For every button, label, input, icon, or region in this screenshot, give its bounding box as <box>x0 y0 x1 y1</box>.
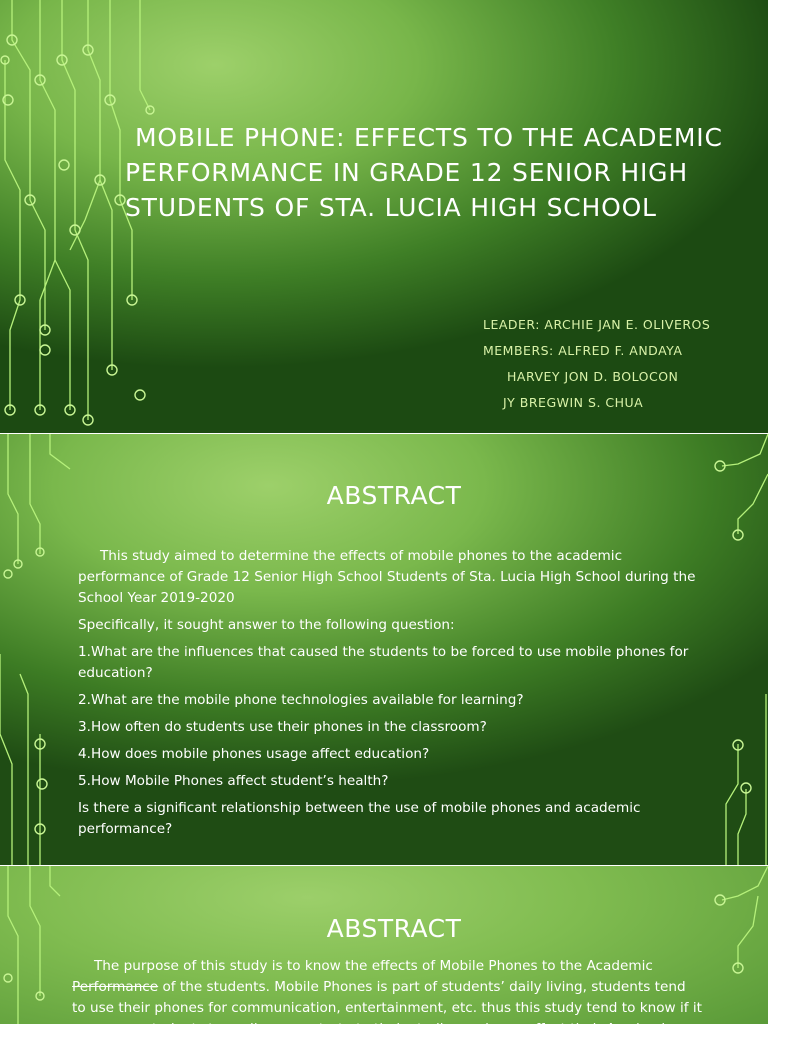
group-credits <box>483 312 710 416</box>
abstract-intro: This study aimed to determine the effects of mobile phones to the academic performance of Grade 12 Senior High School Students of Sta. Lucia High School during the School Year 2019-2020 <box>78 548 696 606</box>
title-slide <box>0 0 768 433</box>
question-item: 3.How often do students use their phones in the classroom? <box>78 719 487 735</box>
abstract-closing: Is there a significant relationship between the use of mobile phones and academic performance? <box>78 800 641 837</box>
purpose-text-rest: of the students. Mobile Phones is part of students’ daily living, students tend to use their phones for communication, entertainment, etc. thus this study tend to know if it can cause students to easily concentrate to their studies and may affect their Academic Performance. <box>72 979 702 1058</box>
title-line-2: PERFORMANCE IN GRADE 12 SENIOR HIGH <box>125 158 688 187</box>
abstract-heading: ABSTRACT <box>326 481 462 510</box>
title-line-3: STUDENTS OF STA. LUCIA HIGH SCHOOL <box>125 193 657 222</box>
circuit-decoration-icon <box>0 866 60 1024</box>
purpose-text-struck: Performance <box>72 979 159 995</box>
members-line: MEMBERS: ALFRED F. ANDAYA <box>483 343 683 358</box>
member-line-3: JY BREGWIN S. CHUA <box>503 395 644 410</box>
abstract-specific: Specifically, it sought answer to the following question: <box>78 617 455 633</box>
question-item: 4.How does mobile phones usage affect education? <box>78 746 430 762</box>
abstract-slide-2 <box>0 866 768 1058</box>
question-item: 1.What are the influences that caused the students to be forced to use mobile phones for education? <box>78 644 689 681</box>
question-item: 2.What are the mobile phone technologies available for learning? <box>78 692 524 708</box>
member-line-2: HARVEY JON D. BOLOCON <box>507 369 679 384</box>
abstract-body <box>78 546 698 846</box>
presentation-title <box>125 120 765 225</box>
abstract-purpose <box>72 956 702 1061</box>
question-item: 5.How Mobile Phones affect student’s health? <box>78 773 389 789</box>
abstract-heading: ABSTRACT <box>326 914 462 943</box>
title-line-1: MOBILE PHONE: EFFECTS TO THE ACADEMIC <box>135 123 723 152</box>
circuit-decoration-icon <box>698 866 768 1024</box>
abstract-slide-1 <box>0 434 768 865</box>
leader-line: LEADER: ARCHIE JAN E. OLIVEROS <box>483 317 711 332</box>
purpose-text-start: The purpose of this study is to know the effects of Mobile Phones to the Academic <box>94 958 653 974</box>
